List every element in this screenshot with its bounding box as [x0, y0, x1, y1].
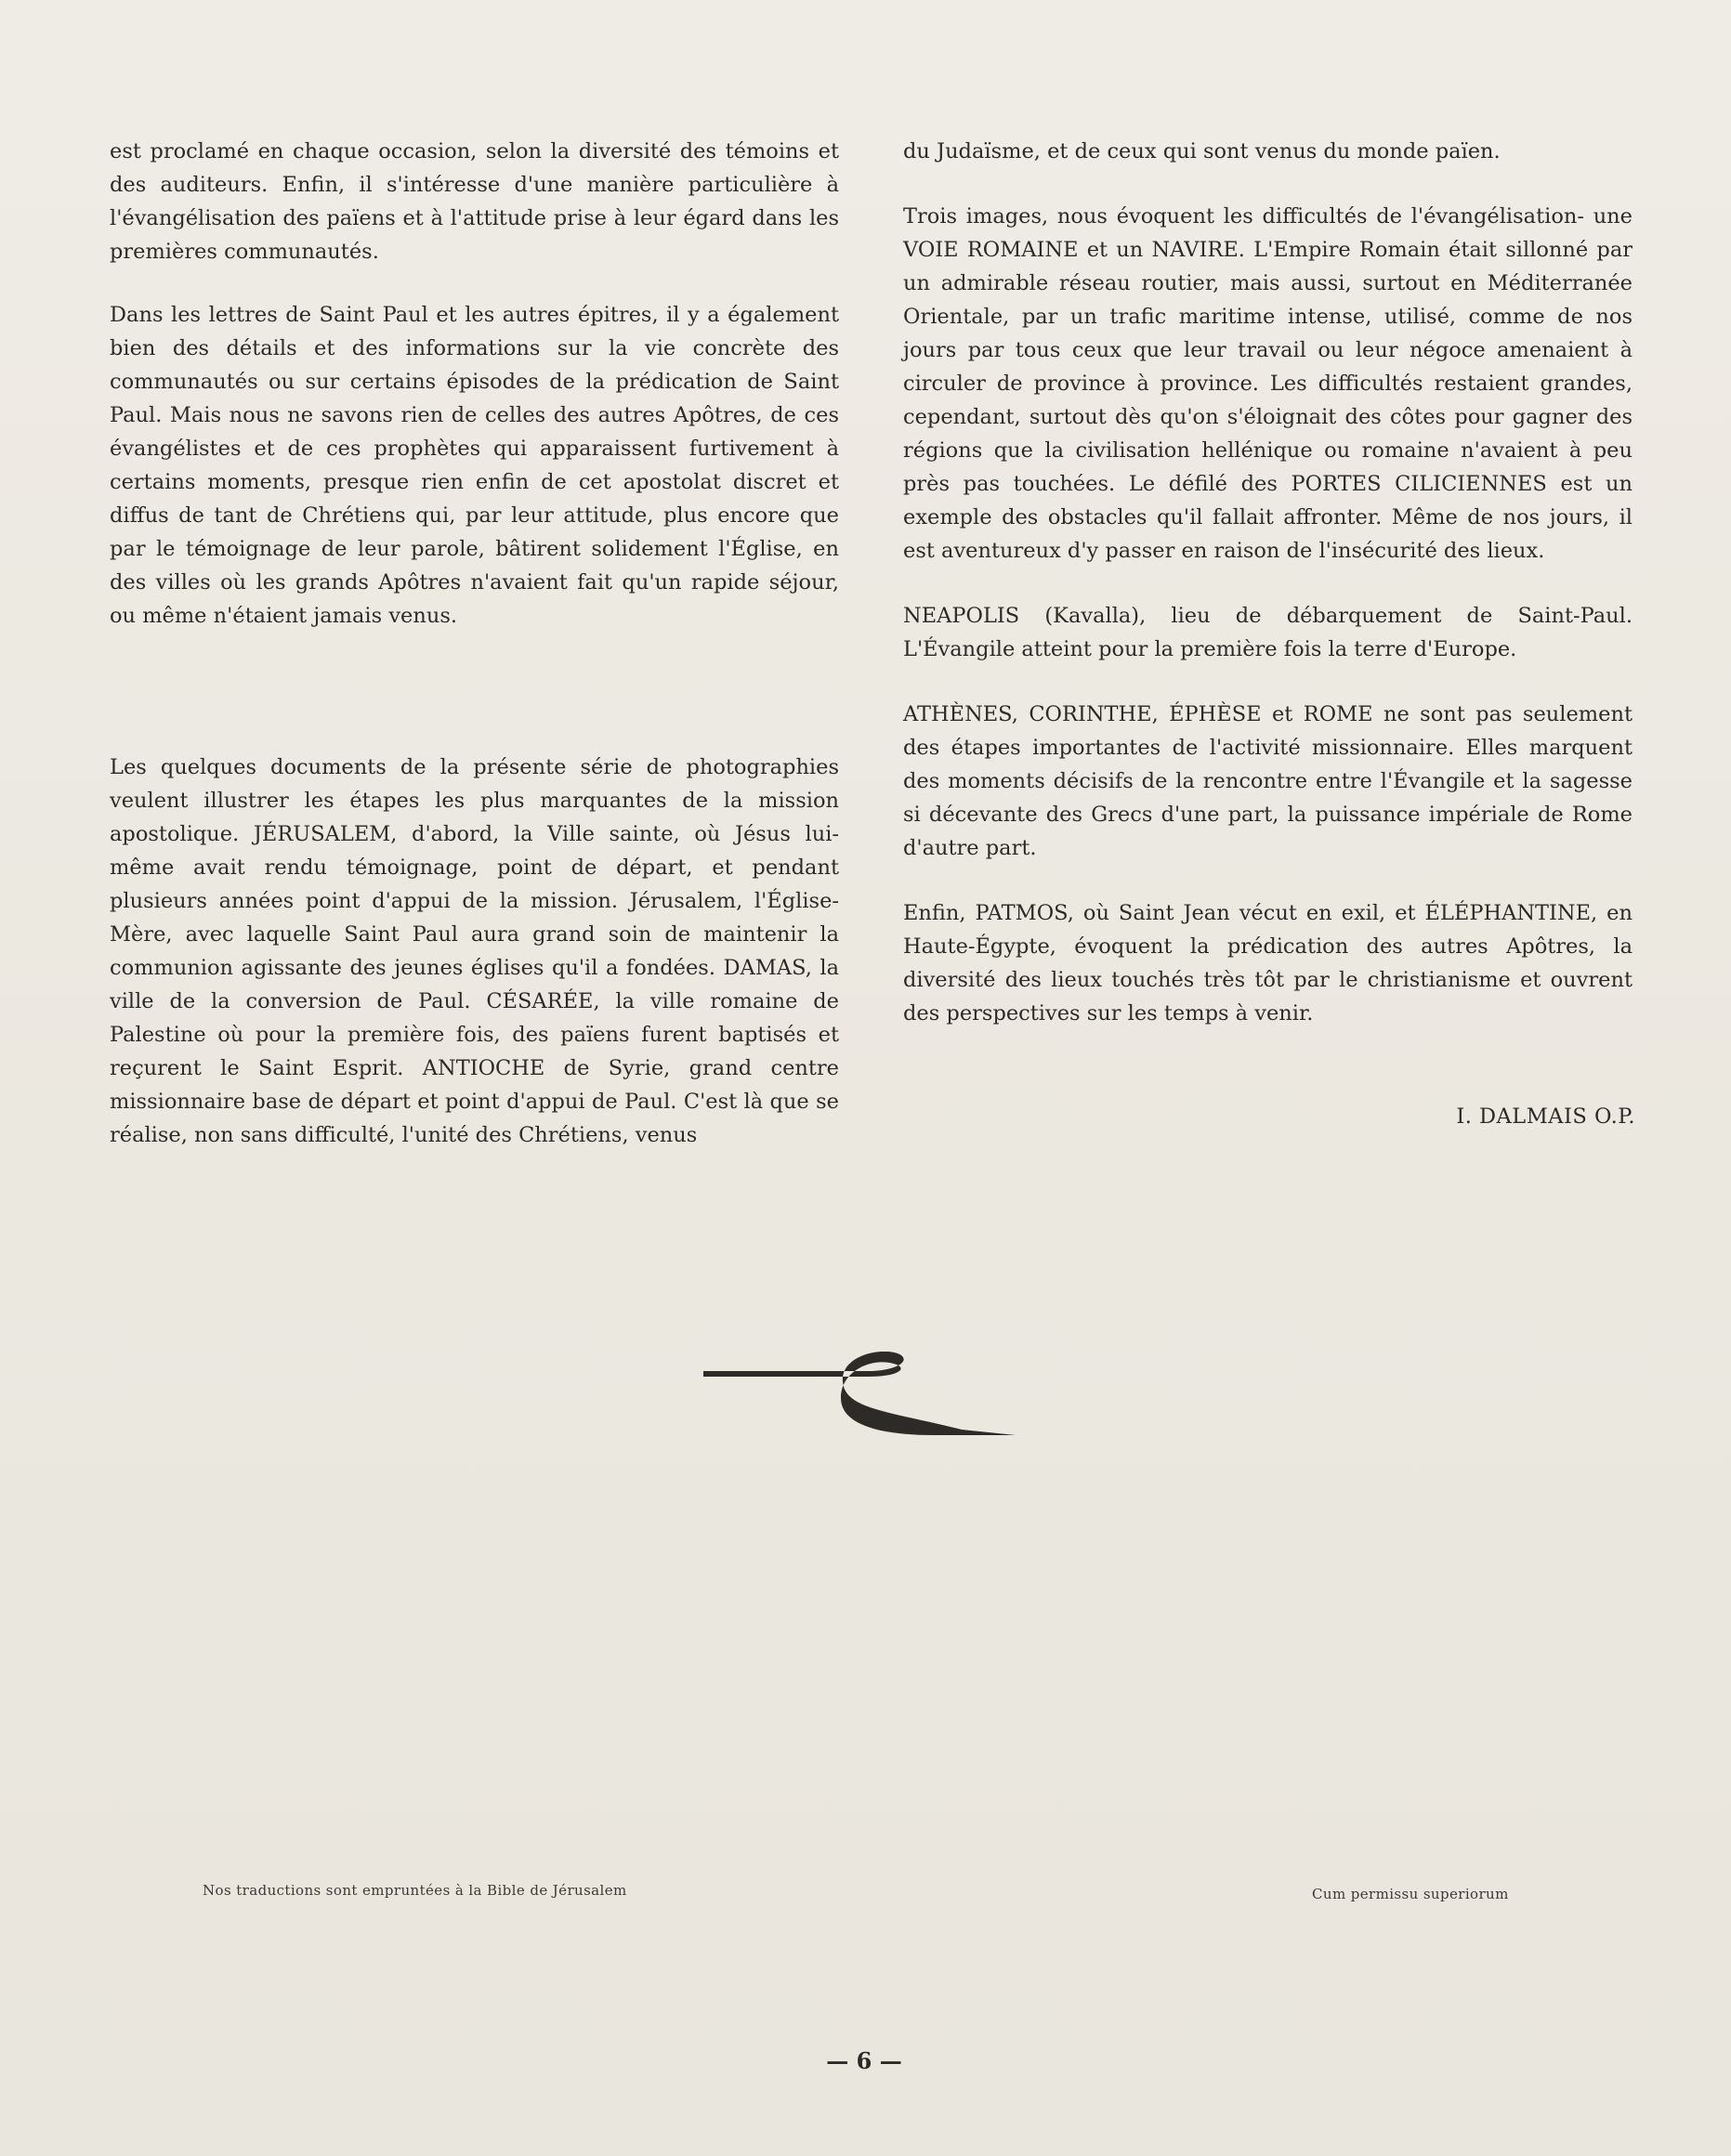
page-number: — 6 — — [826, 2047, 902, 2074]
imprimatur-note: Cum permissu superiorum — [1312, 1886, 1509, 1902]
paragraph: ATHÈNES, CORINTHE, ÉPHÈSE et ROME ne sont pas seulement des étapes importantes de l'activité missionnaire. Elles marquent des moments décisifs de la rencontre entre l'Évangile et la sagesse si décevante des Grecs d'une part, la puissance impériale de Rome d'autre part. — [903, 702, 1633, 860]
author-signature: I. DALMAIS O.P. — [1456, 1104, 1635, 1129]
left-text-column — [110, 135, 839, 1152]
decorative-flourish-icon — [702, 1352, 1017, 1463]
paragraph: est proclamé en chaque occasion, selon la diversité des témoins et des auditeurs. Enfin, il s'intéresse d'une manière particulière à l'évangélisation des païens et à l'attitude prise à leur égard dans les premières communautés. — [110, 139, 839, 264]
paragraph: Trois images, nous évoquent les difficultés de l'évangélisation- une VOIE ROMAINE et un NAVIRE. L'Empire Romain était sillonné par un admirable réseau routier, mais aussi, surtout en Méditerranée Orientale, par un trafic maritime intense, utilisé, comme de nos jours par tous ceux que leur travail ou leur négoce amenaient à circuler de province à province. Les difficultés restaient grandes, cependant, surtout dès qu'on s'éloignait des côtes pour gagner des régions que la civilisation hellénique ou romaine n'avaient à peu près pas touchées. Le défilé des PORTES CILICIENNES est un exemple des obstacles qu'il fallait affronter. Même de nos jours, il est aventureux d'y passer en raison de l'insécurité des lieux. — [903, 204, 1633, 563]
paragraph: Les quelques documents de la présente série de photographies veulent illustrer les étapes les plus marquantes de la mission apostolique. JÉRUSALEM, d'abord, la Ville sainte, où Jésus lui-même avait rendu témoignage, point de départ, et pendant plusieurs années point d'appui de la mission. Jérusalem, l'Église-Mère, avec laquelle Saint Paul aura grand soin de maintenir la communion agissante des jeunes églises qu'il a fondées. DAMAS, la ville de la conversion de Paul. CÉSARÉE, la ville romaine de Palestine où pour la première fois, des païens furent baptisés et reçurent le Saint Esprit. ANTIOCHE de Syrie, grand centre missionnaire base de départ et point d'appui de Paul. C'est là que se réalise, non sans difficulté, l'unité des Chrétiens, venus — [110, 755, 839, 1147]
paragraph: NEAPOLIS (Kavalla), lieu de débarquement de Saint-Paul. L'Évangile atteint pour la première fois la terre d'Europe. — [903, 604, 1633, 661]
paragraph: Dans les lettres de Saint Paul et les autres épitres, il y a également bien des détails et des informations sur la vie concrète des communautés ou sur certains épisodes de la prédication de Saint Paul. Mais nous ne savons rien de celles des autres Apôtres, de ces évangélistes et de ces prophètes qui apparaissent furtivement à certains moments, presque rien enfin de cet apostolat discret et diffus de tant de Chrétiens qui, par leur attitude, plus encore que par le témoignage de leur parole, bâtirent solidement l'Église, en des villes où les grands Apôtres n'avaient fait qu'un rapide séjour, ou même n'étaient jamais venus. — [110, 303, 839, 628]
right-text-column — [903, 135, 1633, 1030]
translation-note: Nos traductions sont empruntées à la Bible de Jérusalem — [203, 1882, 627, 1899]
paragraph: du Judaïsme, et de ceux qui sont venus du monde païen. — [903, 139, 1501, 163]
paragraph: Enfin, PATMOS, où Saint Jean vécut en exil, et ÉLÉPHANTINE, en Haute-Égypte, évoquent la prédication des autres Apôtres, la diversité des lieux touchés très tôt par le christianisme et ouvrent des perspectives sur les temps à venir. — [903, 901, 1633, 1026]
